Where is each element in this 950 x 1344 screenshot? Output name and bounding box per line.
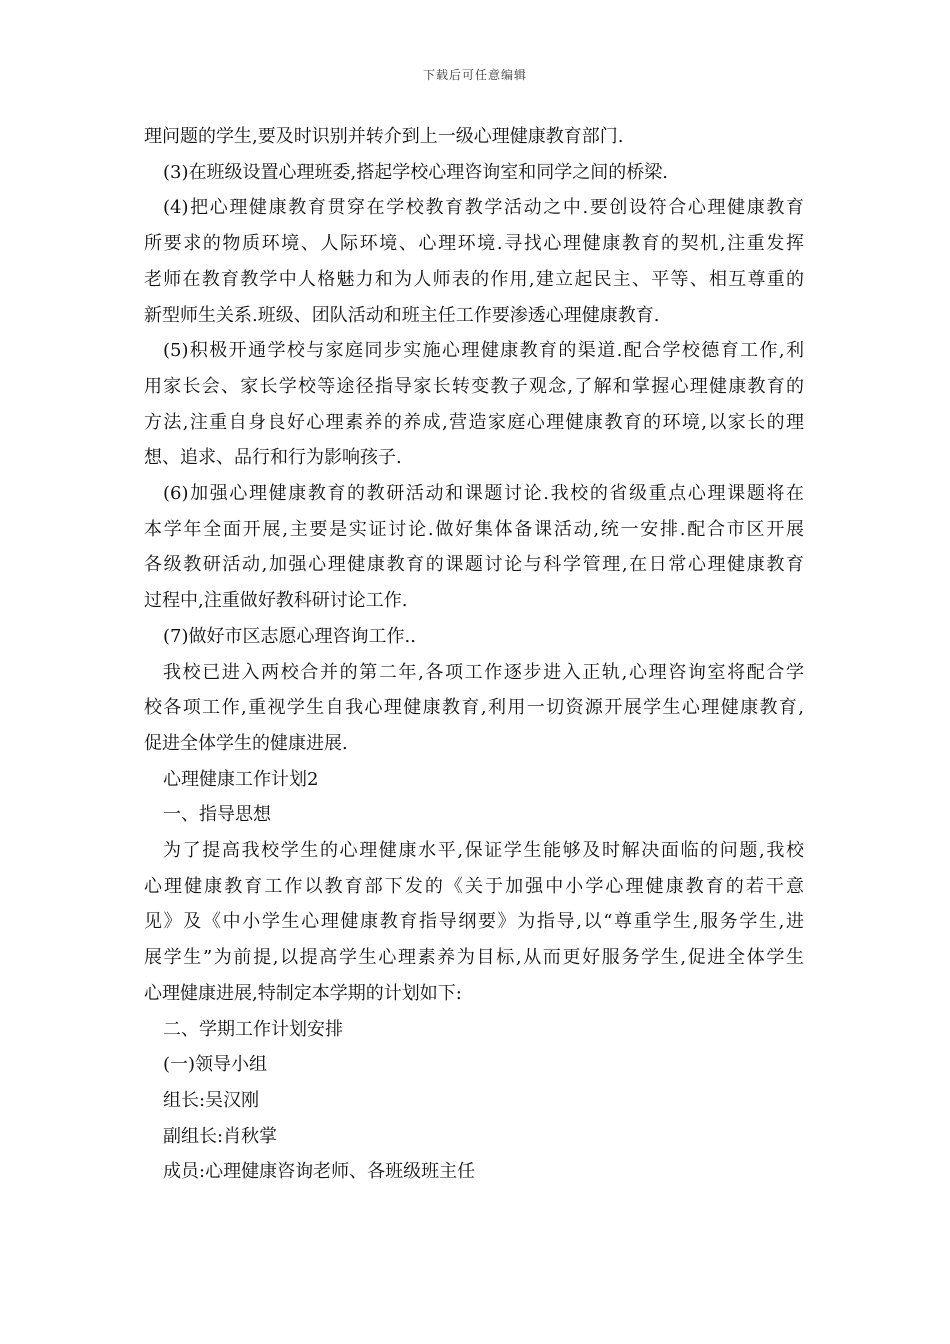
text-line: 新型师生关系.班级、团队活动和班主任工作要渗透心理健康教育. bbox=[144, 305, 660, 326]
text-line: 我校已进入两校合并的第二年,各项工作逐步进入正轨,心理咨询室将配合学 bbox=[163, 662, 804, 683]
text-line: (一)领导小组 bbox=[163, 1054, 268, 1075]
text-line: 各级教研活动,加强心理健康教育的课题讨论与科学管理,在日常心理健康教育 bbox=[144, 554, 804, 575]
text-line: 展学生”为前提,以提高学生心理素养为目标,从而更好服务学生,促进全体学生 bbox=[144, 947, 804, 968]
text-line: 本学年全面开展,主要是实证讨论.做好集体备课活动,统一安排.配合市区开展 bbox=[144, 519, 804, 540]
text-line: 见》及《中小学生心理健康教育指导纲要》为指导,以“尊重学生,服务学生,进 bbox=[144, 911, 804, 932]
text-line: 校各项工作,重视学生自我心理健康教育,利用一切资源开展学生心理健康教育, bbox=[144, 697, 804, 718]
text-line: 过程中,注重做好教科研讨论工作. bbox=[144, 590, 408, 611]
text-line: 理问题的学生,要及时识别并转介到上一级心理健康教育部门. bbox=[144, 126, 624, 147]
text-line: (7)做好市区志愿心理咨询工作.. bbox=[163, 626, 416, 647]
text-line: 二、学期工作计划安排 bbox=[163, 1019, 343, 1040]
text-line: 促进全体学生的健康进展. bbox=[144, 733, 348, 754]
text-line: (6)加强心理健康教育的教研活动和课题讨论.我校的省级重点心理课题将在 bbox=[163, 483, 804, 504]
text-line: 心理健康进展,特制定本学期的计划如下: bbox=[144, 983, 462, 1004]
text-line: (3)在班级设置心理班委,搭起学校心理咨询室和同学之间的桥梁. bbox=[163, 162, 668, 183]
text-line: 想、追求、品行和行为影响孩子. bbox=[144, 447, 402, 468]
text-line: 成员:心理健康咨询老师、各班级班主任 bbox=[163, 1161, 476, 1182]
text-line: 老师在教育教学中人格魅力和为人师表的作用,建立起民主、平等、相互尊重的 bbox=[144, 269, 804, 290]
text-line: 为了提高我校学生的心理健康水平,保证学生能够及时解决面临的问题,我校 bbox=[163, 840, 804, 861]
text-line: 副组长:肖秋掌 bbox=[163, 1126, 278, 1147]
text-line: 用家长会、家长学校等途径指导家长转变教子观念,了解和掌握心理健康教育的 bbox=[144, 376, 804, 397]
page-header-watermark: 下载后可任意编辑 bbox=[422, 68, 527, 82]
text-line: 一、指导思想 bbox=[163, 804, 271, 825]
text-line: (4)把心理健康教育贯穿在学校教育教学活动之中.要创设符合心理健康教育 bbox=[163, 197, 804, 218]
text-line: (5)积极开通学校与家庭同步实施心理健康教育的渠道.配合学校德育工作,利 bbox=[163, 340, 804, 361]
text-line: 心理健康工作计划2 bbox=[163, 769, 319, 790]
text-line: 方法,注重自身良好心理素养的养成,营造家庭心理健康教育的环境,以家长的理 bbox=[144, 412, 804, 433]
text-line: 所要求的物质环境、人际环境、心理环境.寻找心理健康教育的契机,注重发挥 bbox=[144, 233, 804, 254]
text-line: 组长:吴汉刚 bbox=[163, 1090, 260, 1111]
text-line: 心理健康教育工作以教育部下发的《关于加强中小学心理健康教育的若干意 bbox=[144, 876, 804, 897]
